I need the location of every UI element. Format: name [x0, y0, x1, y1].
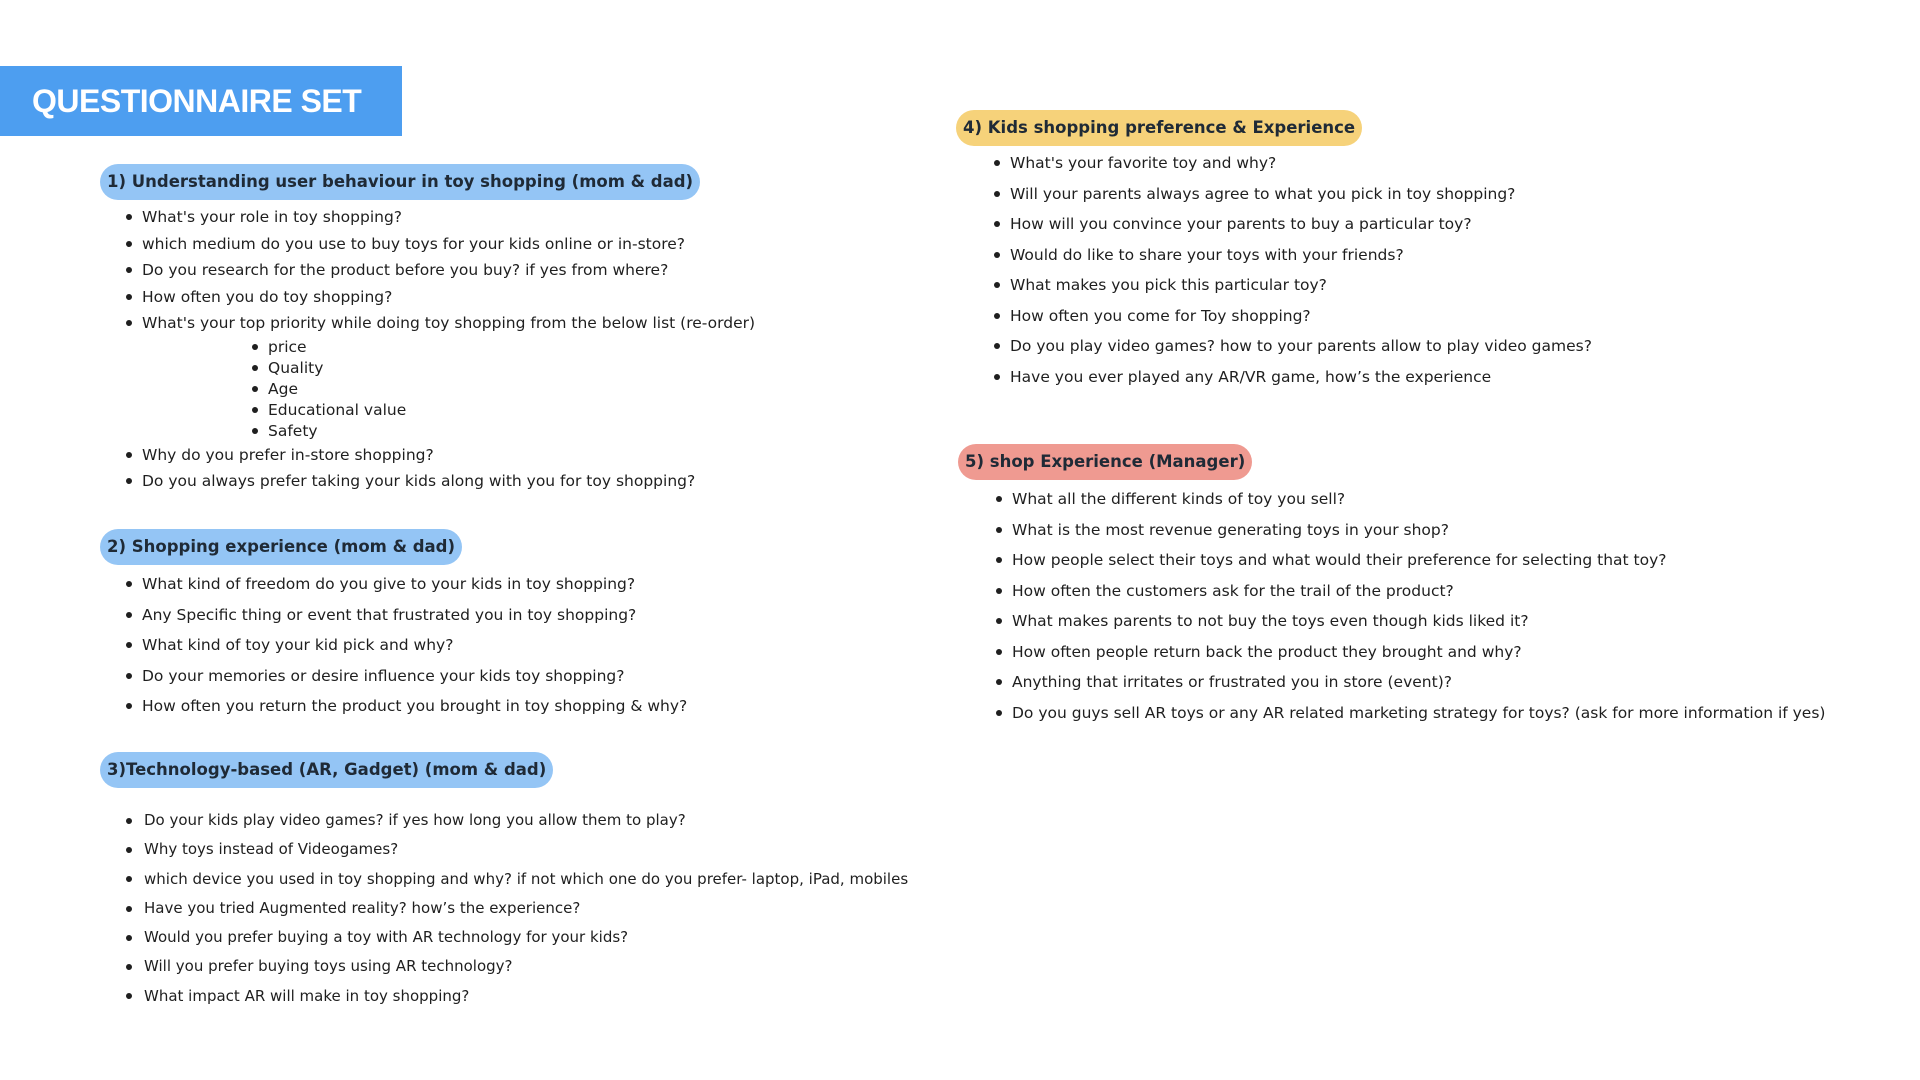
section-heading: 2) Shopping experience (mom & dad) — [100, 529, 462, 565]
question-item: How often you do toy shopping? — [125, 284, 755, 311]
priority-option: Educational value — [251, 400, 755, 421]
question-item: What makes parents to not buy the toys even though kids liked it? — [995, 606, 1825, 637]
section-heading: 4) Kids shopping preference & Experience — [956, 110, 1362, 146]
question-item: Do you research for the product before you buy? if yes from where? — [125, 257, 755, 284]
question-item: What impact AR will make in toy shopping? — [125, 982, 908, 1011]
question-item: Do you guys sell AR toys or any AR related marketing strategy for toys? (ask for more information if yes) — [995, 698, 1825, 729]
question-item: which medium do you use to buy toys for your kids online or in-store? — [125, 231, 755, 258]
question-item: Do your memories or desire influence your kids toy shopping? — [125, 661, 687, 692]
priority-option: Quality — [251, 358, 755, 379]
question-item: Do your kids play video games? if yes how long you allow them to play? — [125, 806, 908, 835]
question-item: What all the different kinds of toy you sell? — [995, 484, 1825, 515]
question-item: What makes you pick this particular toy? — [993, 270, 1592, 301]
section-heading: 3)Technology-based (AR, Gadget) (mom & dad) — [100, 752, 553, 788]
priority-options-list — [142, 337, 755, 442]
question-item: Anything that irritates or frustrated you in store (event)? — [995, 667, 1825, 698]
question-item: Any Specific thing or event that frustrated you in toy shopping? — [125, 600, 687, 631]
question-item: How often you return the product you brought in toy shopping & why? — [125, 691, 687, 722]
section-user-behaviour — [100, 164, 755, 495]
question-list — [125, 204, 755, 495]
priority-option: Age — [251, 379, 755, 400]
question-item: How often you come for Toy shopping? — [993, 301, 1592, 332]
question-item: Will you prefer buying toys using AR technology? — [125, 952, 908, 981]
question-item: Have you ever played any AR/VR game, how’s the experience — [993, 362, 1592, 393]
section-shopping-experience — [100, 529, 687, 722]
question-text: What's your top priority while doing toy shopping from the below list (re-order) — [142, 314, 756, 332]
section-kids-preference — [956, 110, 1592, 392]
question-list — [995, 484, 1825, 728]
page-title: QUESTIONNAIRE SET — [0, 66, 402, 136]
question-item: How will you convince your parents to buy a particular toy? — [993, 209, 1592, 240]
question-item: Do you play video games? how to your parents allow to play video games? — [993, 331, 1592, 362]
section-heading: 5) shop Experience (Manager) — [958, 444, 1252, 480]
question-item-with-options — [125, 310, 755, 442]
question-item: What kind of freedom do you give to your kids in toy shopping? — [125, 569, 687, 600]
section-technology-based — [100, 752, 908, 1011]
priority-option: price — [251, 337, 755, 358]
question-item: Will your parents always agree to what you pick in toy shopping? — [993, 179, 1592, 210]
question-item: How often the customers ask for the trail of the product? — [995, 576, 1825, 607]
question-item: How often people return back the product they brought and why? — [995, 637, 1825, 668]
question-item: Why toys instead of Videogames? — [125, 835, 908, 864]
question-item: What's your favorite toy and why? — [993, 148, 1592, 179]
question-list — [993, 148, 1592, 392]
question-item: Why do you prefer in-store shopping? — [125, 442, 755, 469]
question-list — [125, 569, 687, 722]
question-item: Would you prefer buying a toy with AR technology for your kids? — [125, 923, 908, 952]
question-item: Would do like to share your toys with your friends? — [993, 240, 1592, 271]
question-item: How people select their toys and what would their preference for selecting that toy? — [995, 545, 1825, 576]
priority-option: Safety — [251, 421, 755, 442]
question-item: What kind of toy your kid pick and why? — [125, 630, 687, 661]
question-item: Do you always prefer taking your kids along with you for toy shopping? — [125, 468, 755, 495]
section-shop-experience-manager — [958, 444, 1825, 728]
question-list — [125, 806, 908, 1011]
section-heading: 1) Understanding user behaviour in toy shopping (mom & dad) — [100, 164, 700, 200]
question-item: What is the most revenue generating toys in your shop? — [995, 515, 1825, 546]
question-item: which device you used in toy shopping and why? if not which one do you prefer- laptop, iPad, mobiles — [125, 865, 908, 894]
question-item: Have you tried Augmented reality? how’s the experience? — [125, 894, 908, 923]
question-item: What's your role in toy shopping? — [125, 204, 755, 231]
